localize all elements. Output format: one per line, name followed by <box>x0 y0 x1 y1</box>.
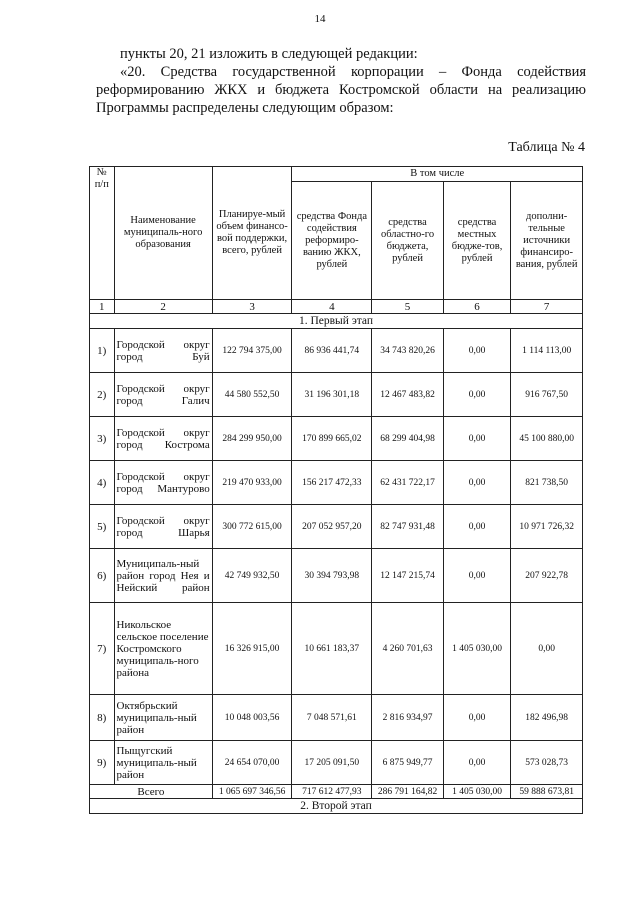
plan-value: 42 749 932,50 <box>212 549 292 603</box>
header-regional: средства областно-го бюджета, рублей <box>372 182 444 300</box>
local-value: 0,00 <box>443 549 510 603</box>
fund-value: 7 048 571,61 <box>292 695 372 741</box>
stage-row <box>90 799 583 814</box>
regional-value: 82 747 931,48 <box>372 505 444 549</box>
table-row <box>90 549 583 603</box>
page-number: 14 <box>314 13 326 25</box>
row-number: 3) <box>90 417 115 461</box>
additional-value: 207 922,78 <box>511 549 583 603</box>
regional-value: 68 299 404,98 <box>372 417 444 461</box>
plan-value: 44 580 552,50 <box>212 373 292 417</box>
plan-value: 122 794 375,00 <box>212 329 292 373</box>
funding-table <box>89 166 583 814</box>
column-index: 7 <box>511 300 583 314</box>
regional-value: 62 431 722,17 <box>372 461 444 505</box>
intro-text <box>96 45 586 117</box>
table-row <box>90 417 583 461</box>
local-value: 0,00 <box>443 741 510 785</box>
row-number: 6) <box>90 549 115 603</box>
municipality-name: Никольское сельское поселение Костромского муниципаль-ного района <box>114 603 212 695</box>
local-value: 0,00 <box>443 505 510 549</box>
local-value: 0,00 <box>443 417 510 461</box>
stage-1-title: 1. Первый этап <box>90 314 583 329</box>
column-index: 4 <box>292 300 372 314</box>
local-value: 1 405 030,00 <box>443 603 510 695</box>
municipality-name: Городской округ город Шарья <box>114 505 212 549</box>
plan-value: 219 470 933,00 <box>212 461 292 505</box>
stage-row <box>90 314 583 329</box>
row-number: 7) <box>90 603 115 695</box>
regional-value: 12 147 215,74 <box>372 549 444 603</box>
total-local: 1 405 030,00 <box>443 785 510 799</box>
table-caption: Таблица № 4 <box>508 140 585 155</box>
total-additional: 59 888 673,81 <box>511 785 583 799</box>
table-row <box>90 741 583 785</box>
column-index: 1 <box>90 300 115 314</box>
additional-value: 45 100 880,00 <box>511 417 583 461</box>
regional-value: 2 816 934,97 <box>372 695 444 741</box>
additional-value: 573 028,73 <box>511 741 583 785</box>
header-name: Наименование муниципаль-ного образования <box>114 167 212 300</box>
plan-value: 284 299 950,00 <box>212 417 292 461</box>
regional-value: 12 467 483,82 <box>372 373 444 417</box>
municipality-name: Муниципаль-ный район город Нея и Нейский район <box>114 549 212 603</box>
fund-value: 31 196 301,18 <box>292 373 372 417</box>
header-plan: Планируе-мый объем финансо-вой поддержки, всего, рублей <box>212 167 292 300</box>
column-index: 5 <box>372 300 444 314</box>
row-number: 9) <box>90 741 115 785</box>
table-row <box>90 505 583 549</box>
plan-value: 10 048 003,56 <box>212 695 292 741</box>
table-row <box>90 329 583 373</box>
plan-value: 16 326 915,00 <box>212 603 292 695</box>
column-index-row <box>90 300 583 314</box>
regional-value: 34 743 820,26 <box>372 329 444 373</box>
total-plan: 1 065 697 346,56 <box>212 785 292 799</box>
fund-value: 207 052 957,20 <box>292 505 372 549</box>
municipality-name: Пыщугский муниципаль-ный район <box>114 741 212 785</box>
municipality-name: Городской округ город Буй <box>114 329 212 373</box>
column-index: 6 <box>443 300 510 314</box>
fund-value: 30 394 793,98 <box>292 549 372 603</box>
additional-value: 1 114 113,00 <box>511 329 583 373</box>
column-index: 2 <box>114 300 212 314</box>
total-fund: 717 612 477,93 <box>292 785 372 799</box>
header-additional: дополни-тельные источники финансиро-вания, рублей <box>511 182 583 300</box>
municipality-name: Городской округ город Мантурово <box>114 461 212 505</box>
plan-value: 300 772 615,00 <box>212 505 292 549</box>
fund-value: 17 205 091,50 <box>292 741 372 785</box>
row-number: 8) <box>90 695 115 741</box>
fund-value: 156 217 472,33 <box>292 461 372 505</box>
intro-line: пункты 20, 21 изложить в следующей редакции: <box>120 46 418 62</box>
table-row <box>90 695 583 741</box>
additional-value: 821 738,50 <box>511 461 583 505</box>
additional-value: 182 496,98 <box>511 695 583 741</box>
total-label: Всего <box>90 785 213 799</box>
additional-value: 10 971 726,32 <box>511 505 583 549</box>
local-value: 0,00 <box>443 329 510 373</box>
total-row <box>90 785 583 799</box>
additional-value: 916 767,50 <box>511 373 583 417</box>
row-number: 1) <box>90 329 115 373</box>
header-no: № п/п <box>90 167 115 300</box>
plan-value: 24 654 070,00 <box>212 741 292 785</box>
table-row <box>90 603 583 695</box>
table-row <box>90 461 583 505</box>
header-local: средства местных бюдже-тов, рублей <box>443 182 510 300</box>
total-regional: 286 791 164,82 <box>372 785 444 799</box>
row-number: 5) <box>90 505 115 549</box>
fund-value: 170 899 665,02 <box>292 417 372 461</box>
fund-value: 86 936 441,74 <box>292 329 372 373</box>
local-value: 0,00 <box>443 695 510 741</box>
municipality-name: Городской округ город Кострома <box>114 417 212 461</box>
column-index: 3 <box>212 300 292 314</box>
header-including: В том числе <box>292 167 583 182</box>
row-number: 2) <box>90 373 115 417</box>
row-number: 4) <box>90 461 115 505</box>
municipality-name: Городской округ город Галич <box>114 373 212 417</box>
header-fund: средства Фонда содействия реформиро-ванию ЖКХ, рублей <box>292 182 372 300</box>
regional-value: 6 875 949,77 <box>372 741 444 785</box>
local-value: 0,00 <box>443 373 510 417</box>
intro-paragraph: «20. Средства государственной корпорации – Фонда содействия реформированию ЖКХ и бюджета Костромской области на реализацию Программы распределены следующим образом: <box>96 64 586 116</box>
local-value: 0,00 <box>443 461 510 505</box>
fund-value: 10 661 183,37 <box>292 603 372 695</box>
stage-2-title: 2. Второй этап <box>90 799 583 814</box>
table-row <box>90 373 583 417</box>
regional-value: 4 260 701,63 <box>372 603 444 695</box>
additional-value: 0,00 <box>511 603 583 695</box>
municipality-name: Октябрьский муниципаль-ный район <box>114 695 212 741</box>
